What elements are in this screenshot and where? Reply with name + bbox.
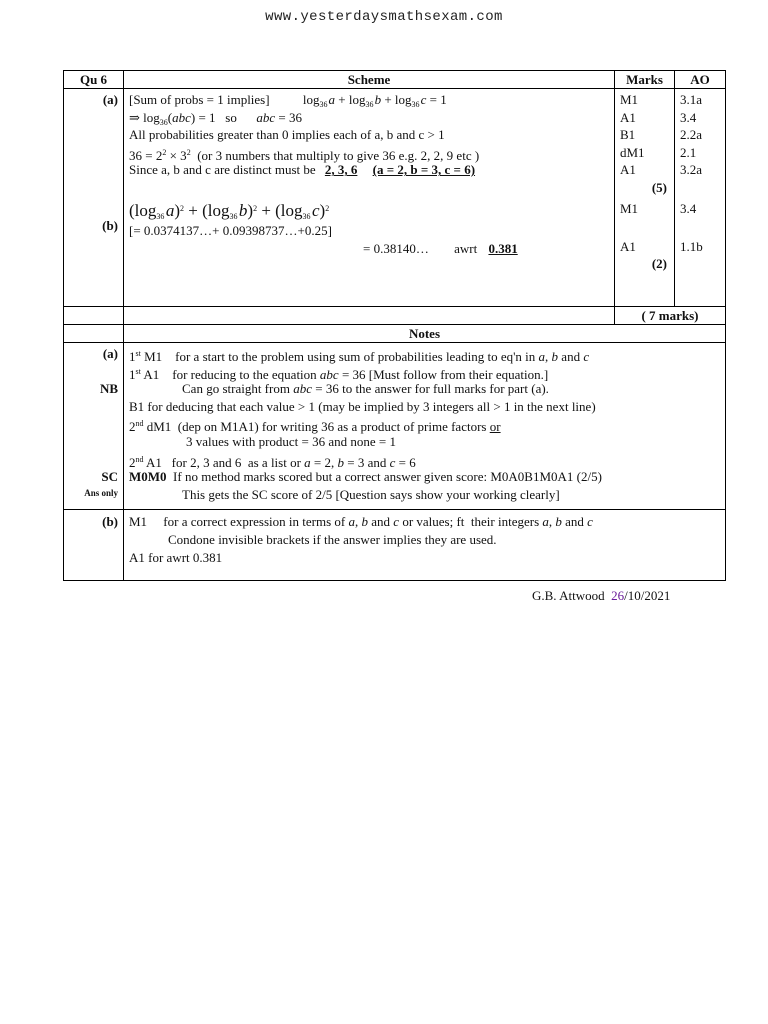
- scheme-b-line-3: [129, 240, 609, 258]
- overall-total: ( 7 marks): [615, 307, 726, 325]
- answer-236: 2, 3, 6: [324, 162, 358, 178]
- notes-b-label: (b): [102, 514, 118, 530]
- note-b-3: A1 for awrt 0.381: [129, 549, 223, 565]
- part-b-label: (b): [102, 218, 118, 233]
- ao-a-4: 2.1: [680, 144, 697, 160]
- sum-probs-text: [Sum of probs = 1 implies]: [129, 92, 270, 107]
- mark-a-4: dM1: [620, 144, 645, 160]
- scheme-line-4: $36 = 2^2 \times 3^2$ (or 3 numbers that multiply to give 36 e.g. 2, 2, 9 etc ): [129, 147, 480, 163]
- ao-b-2: 1.1b: [680, 238, 703, 254]
- mark-a-2: A1: [620, 109, 636, 125]
- ao-b-1: 3.4: [680, 200, 697, 216]
- scheme-line-2: ⇒ $\log_{36}(abc) = 1$ so abc = 36: [129, 109, 302, 127]
- note-a-dm1-cont: 3 values with product = 36 and none = 1: [186, 433, 396, 449]
- scheme-line-5: [129, 161, 609, 179]
- note-a-dm1: 2nd dM1 (dep on M1A1) for writing 36 as a product of prime factors or: [129, 419, 501, 435]
- notes-header-row: [64, 325, 726, 343]
- note-b-2: Condone invisible brackets if the answer implies they are used.: [168, 531, 497, 547]
- note-a-nb: Can go straight from abc = 36 to the answer for full marks for part (a).: [182, 381, 549, 397]
- scheme-line-1: [129, 91, 609, 109]
- ans-only-label: Ans only: [84, 487, 118, 498]
- header-ao: AO: [675, 71, 726, 89]
- mark-b-1: M1: [620, 200, 639, 216]
- part-a-label: (a): [102, 92, 118, 107]
- part-b-total: (2): [651, 256, 667, 272]
- sc-text: If no method marks scored but a correct answer given score: M0A0B1M0A1 (2/5): [173, 469, 602, 485]
- scheme-line-3: All probabilities greater than 0 implies each of a, b and c > 1: [129, 127, 445, 143]
- sc-label: SC: [101, 469, 118, 485]
- note-a-1: 1st M1 for a start to the problem using sum of probabilities leading to eq'n in a, b and c: [129, 349, 590, 364]
- b-value: = 0.38140…: [363, 240, 429, 256]
- note-a-2: 1st A1 for reducing to the equation abc = 36 [Must follow from their equation.]: [129, 366, 549, 382]
- log-equation: $\log_{36}$ $a + \log_{36}$ $b + \log_{36}$ c = 1: [302, 92, 447, 109]
- mark-a-3: B1: [620, 127, 636, 143]
- notes-a-label: (a): [102, 346, 118, 361]
- ao-a-2: 3.4: [680, 109, 697, 125]
- ao-a-1: 3.1a: [680, 92, 703, 107]
- note-a-b1: B1 for deducing that each value > 1 (may be implied by 3 integers all > 1 in the next line): [129, 398, 596, 414]
- mark-scheme-table: [63, 70, 726, 581]
- notes-a-row: [64, 343, 726, 510]
- site-url: www.yesterdaysmathsexam.com: [265, 9, 503, 25]
- notes-title: Notes: [124, 325, 726, 343]
- mark-a-1: M1: [620, 92, 639, 107]
- distinct-text: Since a, b and c are distinct must be: [129, 162, 316, 178]
- header-row: [64, 71, 726, 89]
- part-a-total: (5): [651, 179, 667, 195]
- mark-b-2: A1: [620, 238, 636, 254]
- ao-a-3: 2.2a: [680, 127, 703, 143]
- answer-abc: (a = 2, b = 3, c = 6): [372, 162, 476, 178]
- scheme-b-line-2: [= 0.0374137…+ 0.09398737…+0.25]: [129, 222, 332, 238]
- header-qu: Qu 6: [64, 71, 124, 89]
- note-sc-2: This gets the SC score of 2/5 [Question says show your working clearly]: [182, 486, 560, 502]
- footer-date-day: 26: [611, 588, 625, 603]
- footer-author: G.B. Attwood: [532, 588, 605, 603]
- footer-date-rest: /10/2021: [624, 588, 671, 603]
- note-sc: [129, 468, 720, 486]
- scheme-b-expression: ($\log_{36}$ $a)^2 + (\log_{36}$ $b)^2 + (\log_{36}$ c)$^2$: [129, 200, 330, 221]
- note-b-1: M1 for a correct expression in terms of a, b and c or values; ft their integers a, b and c: [129, 514, 593, 530]
- header-marks: Marks: [615, 71, 675, 89]
- nb-label: NB: [99, 381, 118, 397]
- mark-a-5: A1: [620, 162, 636, 178]
- total-row: [64, 307, 726, 325]
- ao-a-5: 3.2a: [680, 162, 703, 178]
- footer-author-date: [532, 588, 670, 604]
- note-a-a1: 2nd A1 for 2, 3 and 6 as a list or a = 2, b = 3 and c = 6: [129, 454, 416, 470]
- notes-b-row: [64, 510, 726, 581]
- b-answer: 0.381: [488, 240, 518, 256]
- header-scheme: Scheme: [124, 71, 615, 89]
- sc-code: M0M0: [129, 469, 167, 485]
- awrt-text: awrt: [454, 240, 478, 256]
- part-a-row: [64, 89, 726, 307]
